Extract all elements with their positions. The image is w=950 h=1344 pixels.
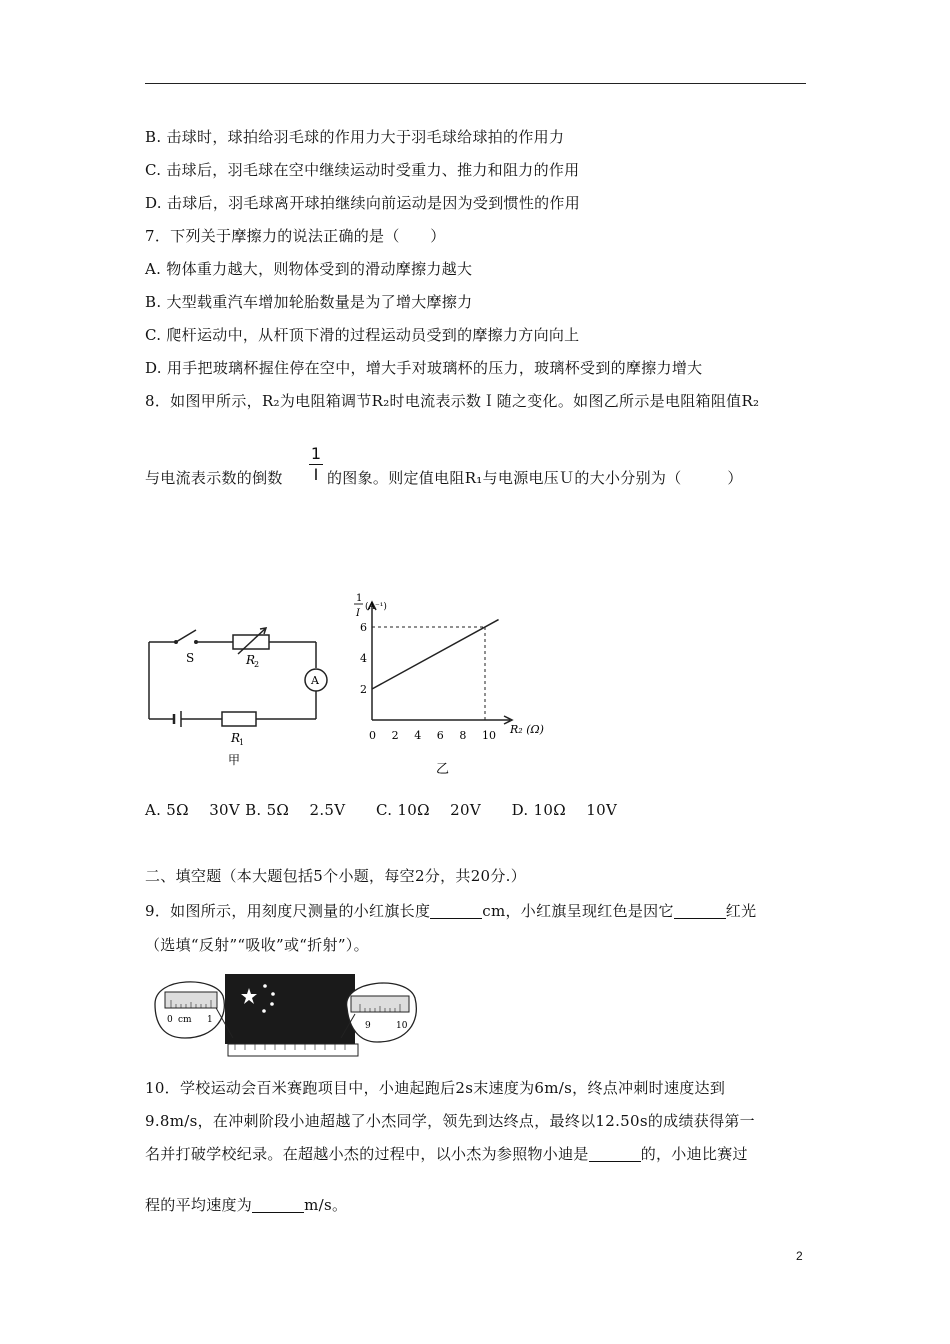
option-c-q6: C. 击球后，羽毛球在空中继续运动时受重力、推力和阻力的作用 [145, 161, 580, 179]
question-9-part1: 9．如图所示，用刻度尺测量的小红旗长度 [145, 902, 431, 920]
y-tick-label-1: 4 [360, 652, 367, 665]
r2-label: R [246, 653, 256, 667]
question-10-line4-part2: m/s。 [304, 1196, 348, 1214]
r1-label: R [231, 731, 241, 745]
x-tick-label-5: 10 [482, 729, 496, 742]
question-8-part1: 与电流表示数的倒数 [145, 469, 283, 487]
question-10-line1: 10．学校运动会百米赛跑项目中，小迪起跑后2s末速度为6m/s，终点冲刺时速度达到 [145, 1079, 726, 1097]
switch-blade [176, 630, 196, 642]
data-line [372, 620, 499, 689]
ruler-strip [228, 1044, 358, 1056]
option-c-q7: C. 爬杆运动中，从杆顶下滑的过程运动员受到的摩擦力方向向上 [145, 326, 580, 344]
answer-blank-length[interactable] [430, 904, 482, 919]
ammeter-label: A [311, 674, 319, 687]
y-axis-unit: (A⁻¹) [365, 602, 387, 612]
r1-subscript: 1 [239, 738, 245, 747]
question-9 [145, 901, 756, 921]
question-9-hint: （选填“反射”“吸收”或“折射”）。 [145, 936, 369, 954]
question-10-line4-part1: 程的平均速度为 [145, 1196, 253, 1214]
y-axis-label-den: I [356, 608, 360, 619]
caption-jia: 甲 [228, 753, 241, 767]
question-7: 7．下列关于摩擦力的说法正确的是（ ） [145, 227, 446, 245]
page-number: 2 [796, 1249, 803, 1263]
question-9-part3: 红光 [725, 902, 757, 920]
section-2-heading: 二、填空题（本大题包括5个小题，每空2分，共20分.） [145, 867, 527, 885]
answer-blank-motion[interactable] [589, 1147, 641, 1162]
fraction-denominator: I [313, 465, 319, 484]
answer-blank-reflect[interactable] [674, 904, 726, 919]
options-q8: A. 5Ω 30V B. 5Ω 2.5V C. 10Ω 20V D. 10Ω 10V [145, 801, 618, 819]
red-flag [225, 974, 355, 1044]
question-8-part2: 的图象。则定值电阻R₁与电源电压Ｕ的大小分别为（ ） [327, 469, 743, 487]
right-zoom-nine: 9 [365, 1021, 371, 1031]
right-zoom-ten: 10 [396, 1021, 408, 1031]
question-10-line3-part1: 名并打破学校纪录。在超越小杰的过程中，以小杰为参照物小迪是 [145, 1145, 589, 1163]
option-d-q6: D. 击球后，羽毛球离开球拍继续向前运动是因为受到惯性的作用 [145, 194, 581, 212]
question-10-line2: 9.8m/s，在冲刺阶段小迪超越了小杰同学，领先到达终点，最终以12.50s的成绩获得第一 [145, 1112, 755, 1130]
switch-label: S [186, 651, 195, 665]
answer-blank-speed[interactable] [252, 1198, 304, 1213]
reciprocal-fraction [309, 444, 323, 485]
option-b-q6: B. 击球时，球拍给羽毛球的作用力大于羽毛球给球拍的作用力 [145, 128, 565, 146]
option-b-q7: B. 大型载重汽车增加轮胎数量是为了增大摩擦力 [145, 293, 473, 311]
circuit-diagram [140, 600, 340, 780]
left-zoom-unit: cm [178, 1015, 192, 1025]
y-axis-label-num: 1 [356, 593, 363, 604]
x-tick-label-3: 6 [436, 729, 444, 742]
question-9-part2: cm，小红旗呈现红色是因它 [482, 902, 674, 920]
right-zoom-bubble [347, 983, 417, 1042]
question-10-line3-part2: 的，小迪比赛过 [640, 1145, 748, 1163]
resistor-r1 [222, 712, 256, 726]
option-d-q7: D. 用手把玻璃杯握住停在空中，增大手对玻璃杯的压力，玻璃杯受到的摩擦力增大 [145, 359, 703, 377]
flag-ruler-figure [145, 966, 420, 1062]
left-zoom-zero: 0 [167, 1015, 173, 1025]
question-8: 8．如图甲所示，R₂为电阻箱调节R₂时电流表示数Ｉ随之变化。如图乙所示是电阻箱阻值R₂ [145, 392, 760, 410]
y-tick-label-2: 6 [360, 621, 367, 634]
question-10-line3 [145, 1144, 748, 1164]
option-a-q7: A. 物体重力越大，则物体受到的滑动摩擦力越大 [145, 260, 473, 278]
left-zoom-bubble [155, 982, 224, 1038]
x-tick-label-0: 0 [369, 729, 376, 742]
fraction-numerator: 1 [310, 444, 322, 463]
r2-reciprocal-current-graph [345, 590, 560, 780]
x-axis-label: R₂ (Ω) [510, 723, 544, 736]
y-tick-label-0: 2 [360, 683, 367, 696]
r2-subscript: 2 [254, 660, 260, 669]
question-10-line4 [145, 1195, 347, 1215]
left-zoom-one: 1 [207, 1015, 213, 1025]
x-tick-label-1: 2 [391, 729, 399, 742]
caption-yi: 乙 [436, 762, 450, 777]
header-rule [145, 83, 806, 84]
x-tick-label-4: 8 [459, 729, 467, 742]
x-tick-label-2: 4 [414, 729, 422, 742]
